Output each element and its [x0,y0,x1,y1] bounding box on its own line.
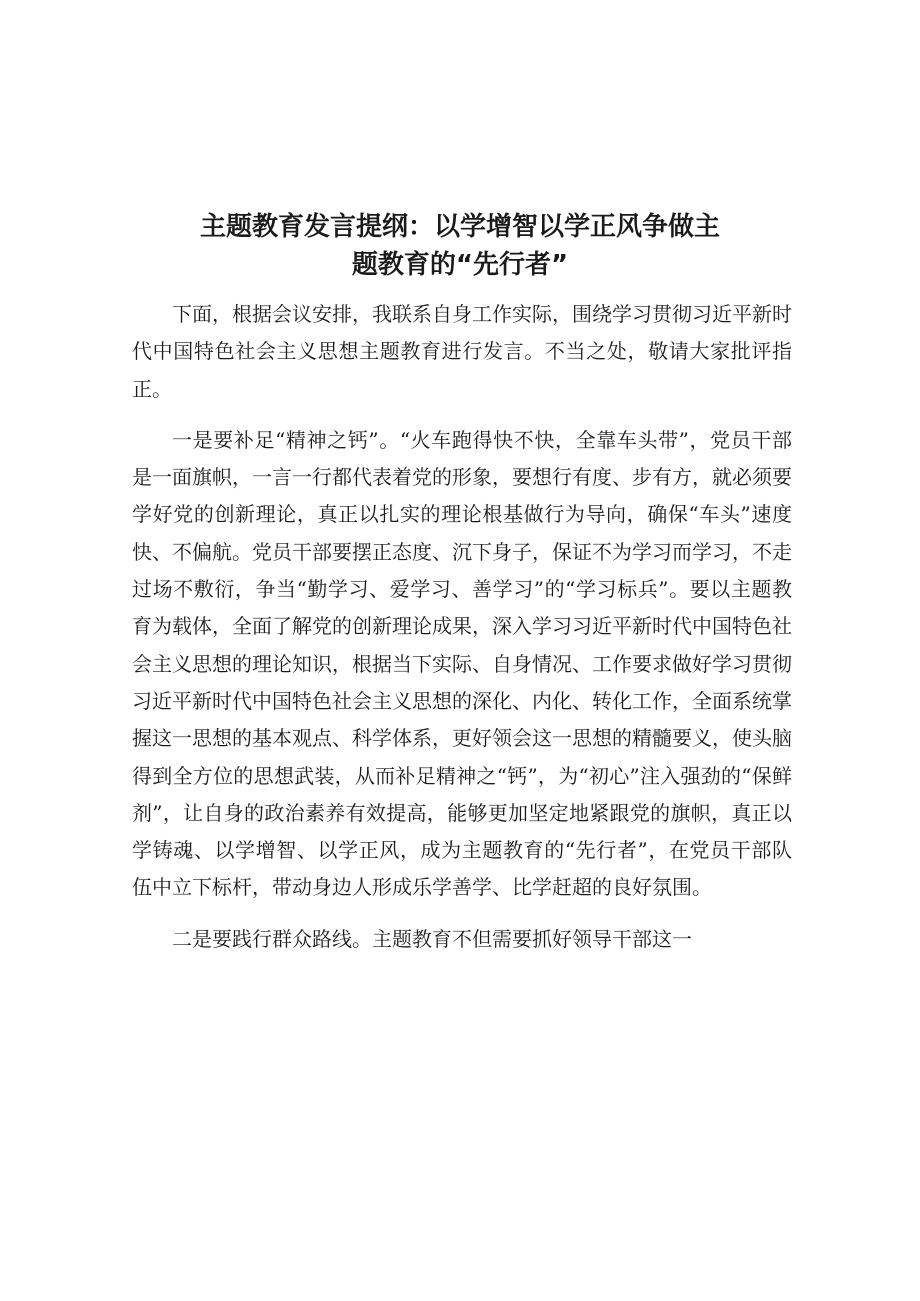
paragraph-point-1: 一是要补足“精神之钙”。“火车跑得快不快，全靠车头带”，党员干部是一面旗帜，一言一行都代表着党的形象，要想行有度、步有方，就必须要学好党的创新理论，真正以扎实的理论根基做行为导向，确保“车头”速度快、不偏航。党员干部要摆正态度、沉下身子，保证不为学习而学习，不走过场不敷衍，争当“勤学习、爱学习、善学习”的“学习标兵”。要以主题教育为载体，全面了解党的创新理论成果，深入学习习近平新时代中国特色社会主义思想的理论知识，根据当下实际、自身情况、工作要求做好学习贯彻习近平新时代中国特色社会主义思想的深化、内化、转化工作，全面系统掌握这一思想的基本观点、科学体系，更好领会这一思想的精髓要义，使头脑得到全方位的思想武装，从而补足精神之“钙”，为“初心”注入强劲的“保鲜剂”，让自身的政治素养有效提高，能够更加坚定地紧跟党的旗帜，真正以学铸魂、以学增智、以学正风，成为主题教育的“先行者”，在党员干部队伍中立下标杆，带动身边人形成乐学善学、比学赶超的良好氛围。 [132,427,792,900]
paragraph-point-2: 二是要践行群众路线。主题教育不但需要抓好领导干部这一 [172,926,692,951]
document-title-line-1: 主题教育发言提纲：以学增智以学正风争做主 [199,212,720,242]
document-body [132,296,792,972]
paragraph-intro: 下面，根据会议安排，我联系自身工作实际，围绕学习贯彻习近平新时代中国特色社会主义思想主题教育进行发言。不当之处，敬请大家批评指正。 [132,302,792,401]
document-title-line-2: 题教育的“先行者” [351,250,569,280]
document-title [120,208,800,284]
